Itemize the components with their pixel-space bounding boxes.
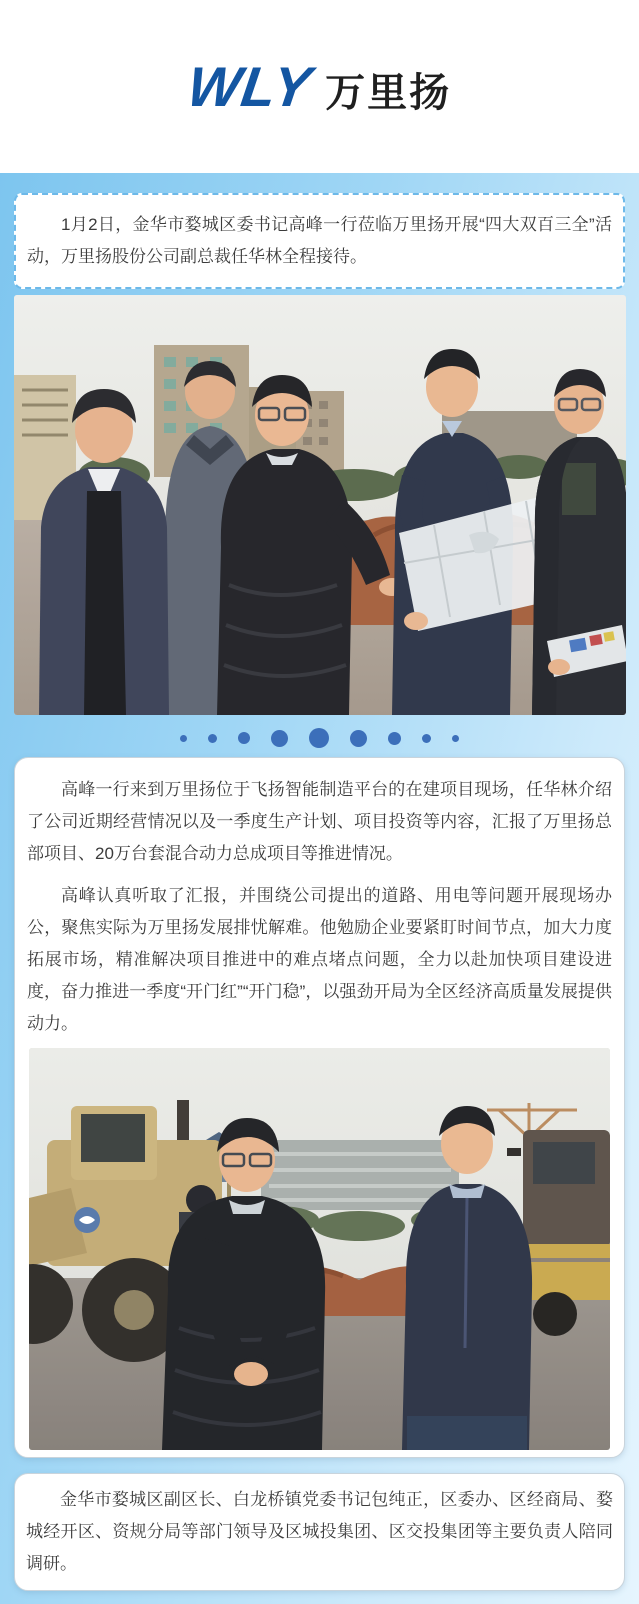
article-card (14, 757, 625, 1458)
footer-card (14, 1473, 625, 1591)
photo-inspection-group[interactable] (14, 295, 626, 715)
dot (180, 735, 187, 742)
photo1-illustration (14, 295, 626, 715)
photo2-illustration (29, 1048, 610, 1450)
footer-paragraph: 金华市婺城区副区长、白龙桥镇党委书记包纯正，区委办、区经商局、婺城经开区、资规分局等部门领导及区城投集团、区交投集团等主要负责人陪同调研。 (26, 1490, 613, 1573)
brand-logo (183, 54, 452, 118)
dot (422, 734, 431, 743)
dot (350, 730, 367, 747)
dot (309, 728, 329, 748)
wanliyang-logo-cn: 万里扬 (325, 70, 452, 115)
intro-card (14, 193, 625, 289)
article-paragraph-2: 高峰认真听取了汇报，并围绕公司提出的道路、用电等问题开展现场办公，聚焦实际为万里扬发展排忧解难。他勉励企业要紧盯时间节点，加大力度拓展市场，精准解决项目推进中的难点堵点问题，全力以赴加快项目建设进度，奋力推进一季度“开门红”“开门稳”，以强劲开局为全区经济高质量发展提供动力。 (27, 885, 612, 1033)
dot (452, 735, 459, 742)
dot (238, 732, 250, 744)
intro-paragraph: 1月2日，金华市婺城区委书记高峰一行莅临万里扬开展“四大双百三全”活动，万里扬股份公司副总裁任华林全程接待。 (27, 215, 612, 266)
dot (271, 730, 288, 747)
article-paragraph-1: 高峰一行来到万里扬位于飞扬智能制造平台的在建项目现场，任华林介绍了公司近期经营情况以及一季度生产计划、项目投资等内容，汇报了万里扬总部项目、20万台套混合动力总成项目等推进情况。 (27, 780, 612, 863)
pagination-dots (0, 720, 639, 756)
wly-logo-text: WLY (183, 54, 316, 118)
dot (388, 732, 401, 745)
photo-site-conversation[interactable] (29, 1048, 610, 1450)
dot (208, 734, 217, 743)
site-header (0, 0, 639, 173)
